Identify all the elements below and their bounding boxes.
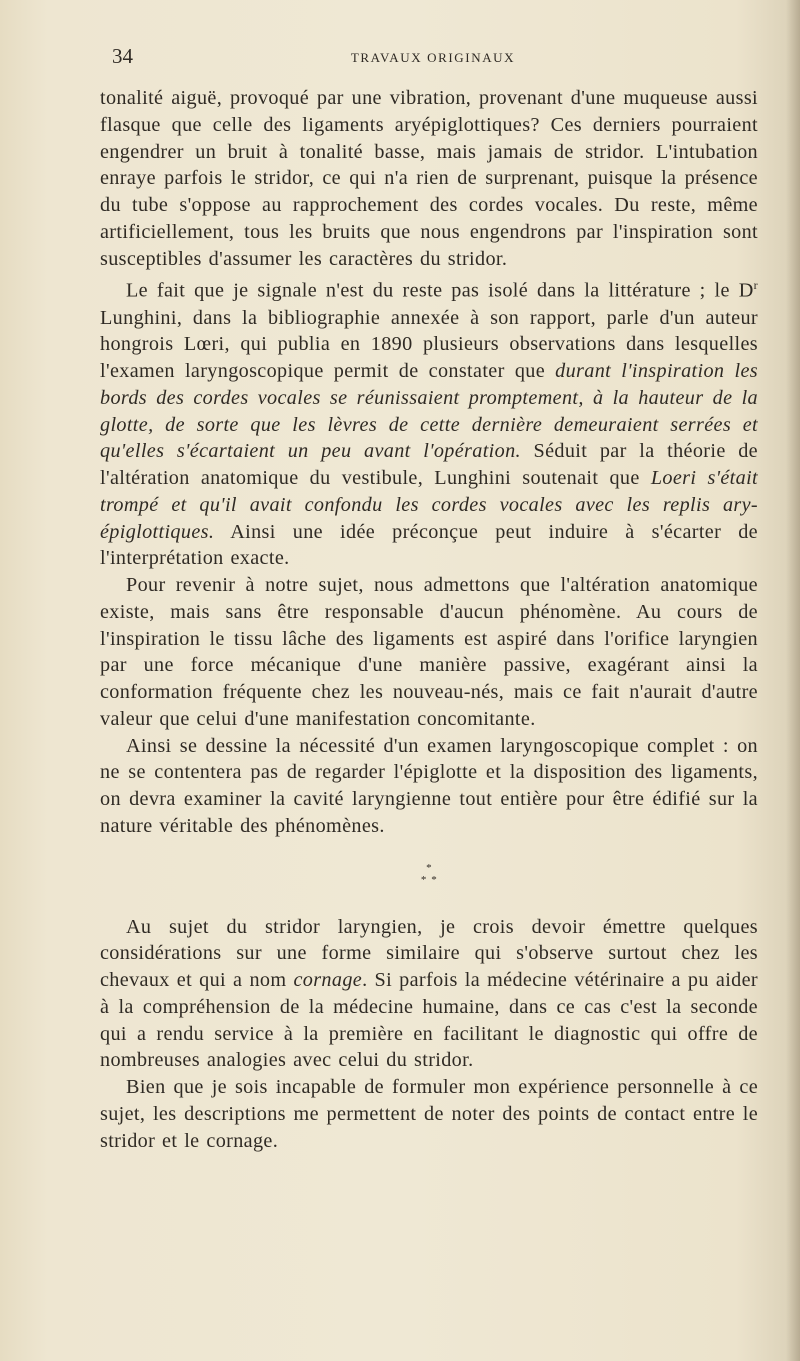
page-number: 34 <box>112 44 133 68</box>
paragraph-6: Bien que je sois incapable de formuler mon expérience personnelle à ce sujet, les descriptions me permettent de noter des points de contact entre le stridor et le cornage. <box>100 1076 758 1152</box>
page-edge-shadow <box>786 0 800 1361</box>
paragraph-2-italic-quote-2: Loeri s'était trompé et qu'il avait confondu les cordes vocales avec les replis ary-épiglottiques. <box>100 467 758 543</box>
running-head: TRAVAUX ORIGINAUX <box>350 50 516 65</box>
paragraph-2-text-d: Ainsi une idée préconçue peut induire à s'écarter de l'interprétation exacte. <box>100 520 758 570</box>
paragraph-2-italic-quote-1: durant l'inspiration les bords des cordes vocales se réunissaient promptement, à la hauteur de la glotte, de sorte que les lèvres de cette dernière demeuraient serrées et qu'elles s'écartaient un peu avant l'opération. <box>100 360 758 463</box>
paragraph-4: Ainsi se dessine la nécessité d'un examen laryngoscopique complet : on ne se contentera pas de regarder l'épiglotte et la disposition des ligaments, on devra examiner la cavité laryngienne tout entière pour être édifié sur la nature véritable des phénomènes. <box>100 734 758 837</box>
asterism-bottom: * * <box>420 873 438 886</box>
paragraph-2-text-b: Lunghini, dans la bibliographie annexée à son rapport, parle d'un auteur hongrois Lœri, qui publia en 1890 plusieurs observations dans lesquelles l'examen laryngoscopique permit de constater que <box>100 306 758 383</box>
cornage-term: cornage <box>293 969 363 992</box>
paragraph-5-text-b: . Si parfois la médecine vétérinaire a pu aider à la compréhension de la médecine humaine, dans ce cas c'est la seconde qui a rendu service à la première en facilitant le diagnostic qui offre de nombreuses analogies avec celui du stridor. <box>100 969 758 1072</box>
paragraph-1: tonalité aiguë, provoqué par une vibration, provenant d'une muqueuse aussi flasque que celle des ligaments aryépiglottiques? Ces derniers pourraient engendrer un bruit à tonalité basse, mais jamais de stridor. L'intubation enraye parfois le stridor, ce qui n'a rien de surprenant, puisque la présence du tube s'oppose au rapprochement des cordes vocales. Du reste, même artificiellement, tous les bruits que nous engendrons par l'inspiration sont susceptibles d'assumer les caractères du stridor. <box>100 87 758 270</box>
paragraph-5 <box>100 914 758 1075</box>
doctor-superscript: r <box>753 278 758 293</box>
asterism-top: * <box>426 861 432 874</box>
paragraph-2 <box>100 272 758 572</box>
page-header <box>108 44 758 74</box>
paragraph-3: Pour revenir à notre sujet, nous admettons que l'altération anatomique existe, mais sans être responsable d'aucun phénomène. Au cours de l'inspiration le tissu lâche des ligaments est aspiré dans l'orifice laryngien par une force mécanique d'une manière passive, exagérant ainsi la conformation fréquente chez les nouveau-nés, mais ce fait n'aurait d'autre valeur que celui d'une manifestation concomitante. <box>100 574 758 730</box>
paragraph-5-text-a: Au sujet du stridor laryngien, je crois devoir émettre quelques considérations sur une forme similaire qui s'observe surtout chez les chevaux et qui a nom <box>100 915 758 992</box>
section-asterism <box>100 862 758 914</box>
paragraph-2-text-c: Séduit par la théorie de l'altération anatomique du vestibule, Lunghini soutenait que <box>100 440 758 490</box>
article-body <box>100 85 758 1154</box>
paragraph-2-text-a: Le fait que je signale n'est du reste pas isolé dans la littérature ; le D <box>126 279 754 302</box>
